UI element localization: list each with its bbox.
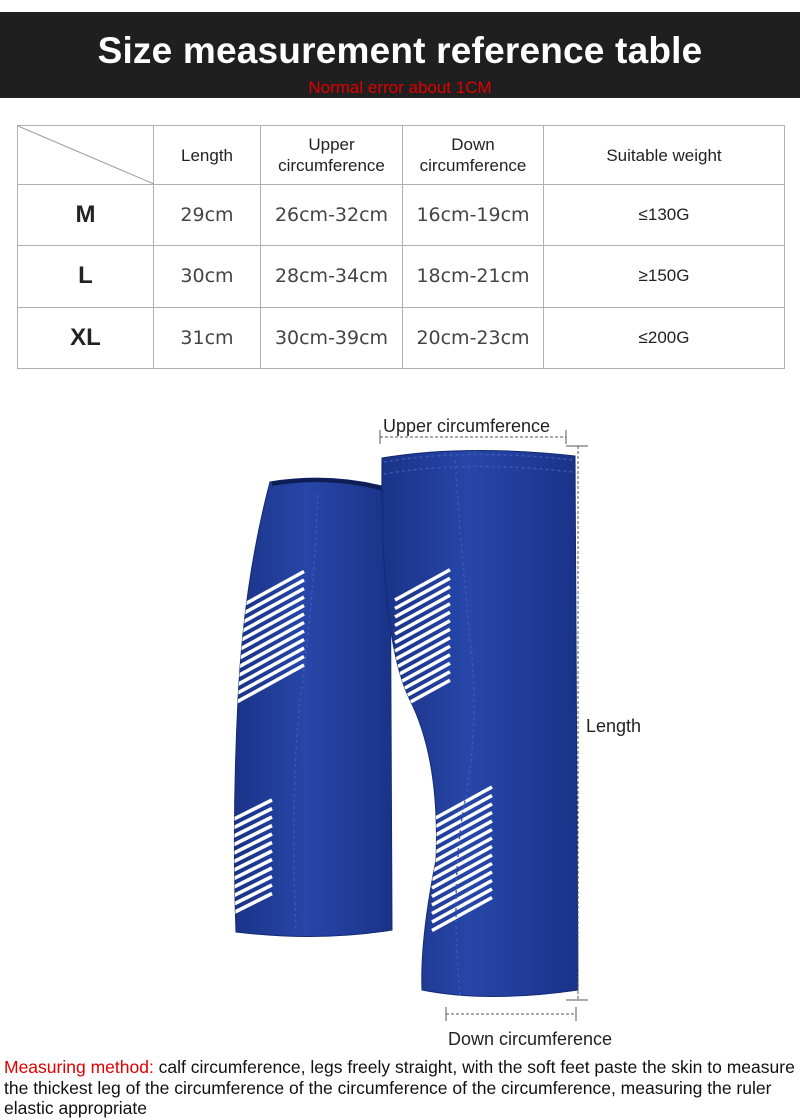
size-label: L (18, 246, 154, 307)
measuring-method-note (4, 1057, 796, 1119)
measuring-method-text: calf circumference, legs freely straight, with the soft feet paste the skin to measure the thickest leg of the circumference of the circumference of the circumference, measuring the ruler elastic appropriate (4, 1057, 795, 1118)
length-cell: 29cm (154, 185, 261, 246)
table-row (18, 246, 785, 307)
length-cell: 30cm (154, 246, 261, 307)
weight-cell: ≤130G (544, 185, 785, 246)
length-cell: 31cm (154, 307, 261, 368)
table-row (18, 185, 785, 246)
corner-cell (18, 126, 154, 185)
table-row (18, 307, 785, 368)
down-cell: 16cm-19cm (403, 185, 544, 246)
upper-cell: 28cm-34cm (261, 246, 403, 307)
down-circumference-label: Down circumference (448, 1029, 613, 1049)
upper-cell: 26cm-32cm (261, 185, 403, 246)
table-header-row (18, 126, 785, 185)
down-measure-line (446, 1007, 576, 1021)
column-header: Upper circumference (261, 126, 403, 185)
column-header: Down circumference (403, 126, 544, 185)
size-label: M (18, 185, 154, 246)
length-label: Length (586, 716, 642, 736)
title-banner (0, 12, 800, 98)
upper-circumference-label: Upper circumference (383, 416, 551, 436)
page-subtitle: Normal error about 1CM (308, 78, 492, 97)
measuring-method-label: Measuring method: (4, 1057, 154, 1077)
calf-sleeves-illustration (0, 400, 800, 1040)
column-header: Suitable weight (544, 126, 785, 185)
upper-cell: 30cm-39cm (261, 307, 403, 368)
weight-cell: ≥150G (544, 246, 785, 307)
back-sleeve (232, 478, 392, 936)
down-cell: 18cm-21cm (403, 246, 544, 307)
down-cell: 20cm-23cm (403, 307, 544, 368)
front-sleeve (382, 450, 578, 996)
size-label: XL (18, 307, 154, 368)
weight-cell: ≤200G (544, 307, 785, 368)
size-table (17, 125, 785, 369)
corner-diagonal (18, 126, 154, 184)
page-title: Size measurement reference table (97, 30, 703, 71)
column-header: Length (154, 126, 261, 185)
